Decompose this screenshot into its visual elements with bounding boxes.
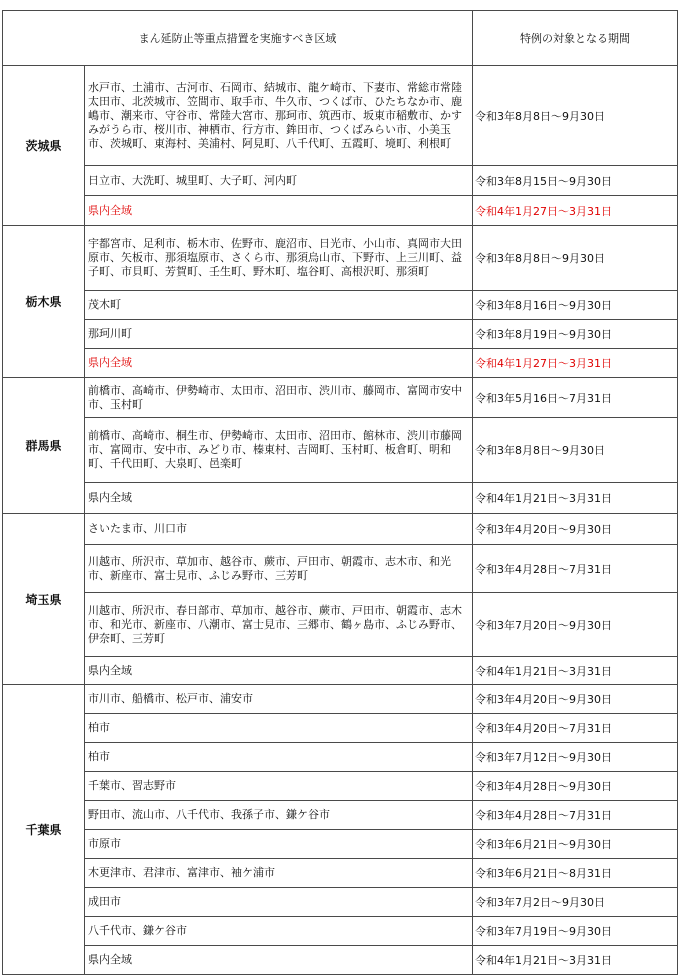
area-cell: 那珂川町 (85, 320, 473, 349)
table-row (3, 418, 678, 483)
table-row (3, 801, 678, 830)
period-cell: 令和3年6月21日～9月30日 (473, 830, 678, 859)
period-cell: 令和3年4月20日～7月31日 (473, 714, 678, 743)
area-cell-highlight: 県内全域 (85, 196, 473, 226)
area-cell: 県内全域 (85, 657, 473, 685)
table-row (3, 196, 678, 226)
prefecture-cell: 群馬県 (3, 378, 85, 514)
table-row (3, 859, 678, 888)
period-cell: 令和3年8月19日～9月30日 (473, 320, 678, 349)
table-row (3, 593, 678, 657)
period-cell: 令和3年4月20日～9月30日 (473, 685, 678, 714)
table-row (3, 320, 678, 349)
period-cell: 令和3年8月16日～9月30日 (473, 291, 678, 320)
period-cell: 令和4年1月21日～3月31日 (473, 483, 678, 514)
prefecture-cell: 栃木県 (3, 226, 85, 378)
table-row (3, 349, 678, 378)
area-cell: 県内全域 (85, 946, 473, 975)
period-cell-highlight: 令和4年1月27日～3月31日 (473, 349, 678, 378)
table-row (3, 378, 678, 418)
area-cell: 野田市、流山市、八千代市、我孫子市、鎌ケ谷市 (85, 801, 473, 830)
period-cell-highlight: 令和4年1月27日～3月31日 (473, 196, 678, 226)
area-cell: 茂木町 (85, 291, 473, 320)
header-area: まん延防止等重点措置を実施すべき区域 (3, 11, 473, 66)
area-cell: 県内全域 (85, 483, 473, 514)
table-header-row (3, 11, 678, 66)
area-cell: 市川市、船橋市、松戸市、浦安市 (85, 685, 473, 714)
table-row (3, 685, 678, 714)
table-row (3, 66, 678, 166)
period-cell: 令和3年5月16日～7月31日 (473, 378, 678, 418)
table-row (3, 545, 678, 593)
table-row (3, 888, 678, 917)
period-cell: 令和3年4月28日～7月31日 (473, 801, 678, 830)
prefecture-cell: 千葉県 (3, 685, 85, 975)
period-cell: 令和3年4月28日～7月31日 (473, 545, 678, 593)
period-cell: 令和4年1月21日～3月31日 (473, 657, 678, 685)
area-cell: 八千代市、鎌ケ谷市 (85, 917, 473, 946)
area-cell: 千葉市、習志野市 (85, 772, 473, 801)
area-cell: 柏市 (85, 743, 473, 772)
area-cell: 前橋市、高崎市、桐生市、伊勢崎市、太田市、沼田市、館林市、渋川市藤岡市、富岡市、安中市、みどり市、榛東村、吉岡町、玉村町、板倉町、明和町、千代田町、大泉町、邑楽町 (85, 418, 473, 483)
period-cell: 令和3年7月20日～9月30日 (473, 593, 678, 657)
table-row (3, 830, 678, 859)
area-cell: 川越市、所沢市、春日部市、草加市、越谷市、蕨市、戸田市、朝霞市、志木市、和光市、新座市、八潮市、富士見市、三郷市、鶴ヶ島市、ふじみ野市、伊奈町、三芳町 (85, 593, 473, 657)
area-cell: 成田市 (85, 888, 473, 917)
period-cell: 令和3年4月20日～9月30日 (473, 514, 678, 545)
area-cell: 日立市、大洗町、城里町、大子町、河内町 (85, 166, 473, 196)
area-cell-highlight: 県内全域 (85, 349, 473, 378)
header-period: 特例の対象となる期間 (473, 11, 678, 66)
table-row (3, 291, 678, 320)
area-cell: 柏市 (85, 714, 473, 743)
area-cell: 前橋市、高崎市、伊勢崎市、太田市、沼田市、渋川市、藤岡市、富岡市安中市、玉村町 (85, 378, 473, 418)
area-cell: 水戸市、土浦市、古河市、石岡市、結城市、龍ケ崎市、下妻市、常総市常陸太田市、北茨城市、笠間市、取手市、牛久市、つくば市、ひたちなか市、鹿嶋市、潮来市、守谷市、常陸大宮市、那珂市、筑西市、坂東市稲敷市、かすみがうら市、桜川市、神栖市、行方市、鉾田市、つくばみらい市、小美玉市、茨城町、東海村、美浦村、阿見町、八千代町、五霞町、境町、利根町 (85, 66, 473, 166)
period-cell: 令和3年8月8日～9月30日 (473, 418, 678, 483)
table-row (3, 946, 678, 975)
table-row (3, 483, 678, 514)
area-cell: 木更津市、君津市、富津市、袖ケ浦市 (85, 859, 473, 888)
table-row (3, 514, 678, 545)
table-row (3, 226, 678, 291)
period-cell: 令和3年7月12日～9月30日 (473, 743, 678, 772)
period-cell: 令和3年8月8日～9月30日 (473, 66, 678, 166)
table-row (3, 917, 678, 946)
period-cell: 令和3年8月8日～9月30日 (473, 226, 678, 291)
table-row (3, 714, 678, 743)
period-cell: 令和4年1月21日～3月31日 (473, 946, 678, 975)
table-row (3, 657, 678, 685)
period-cell: 令和3年4月28日～9月30日 (473, 772, 678, 801)
period-cell: 令和3年8月15日～9月30日 (473, 166, 678, 196)
period-cell: 令和3年7月19日～9月30日 (473, 917, 678, 946)
area-cell: 川越市、所沢市、草加市、越谷市、蕨市、戸田市、朝霞市、志木市、和光市、新座市、富士見市、ふじみ野市、三芳町 (85, 545, 473, 593)
area-cell: さいたま市、川口市 (85, 514, 473, 545)
area-cell: 宇都宮市、足利市、栃木市、佐野市、鹿沼市、日光市、小山市、真岡市大田原市、矢板市、那須塩原市、さくら市、那須烏山市、下野市、上三川町、益子町、市貝町、芳賀町、壬生町、野木町、塩谷町、高根沢町、那須町 (85, 226, 473, 291)
table-row (3, 166, 678, 196)
period-cell: 令和3年6月21日～8月31日 (473, 859, 678, 888)
prefecture-cell: 茨城県 (3, 66, 85, 226)
prefecture-cell: 埼玉県 (3, 514, 85, 685)
priority-measures-table (2, 10, 678, 975)
table-row (3, 743, 678, 772)
period-cell: 令和3年7月2日～9月30日 (473, 888, 678, 917)
area-cell: 市原市 (85, 830, 473, 859)
table-row (3, 772, 678, 801)
